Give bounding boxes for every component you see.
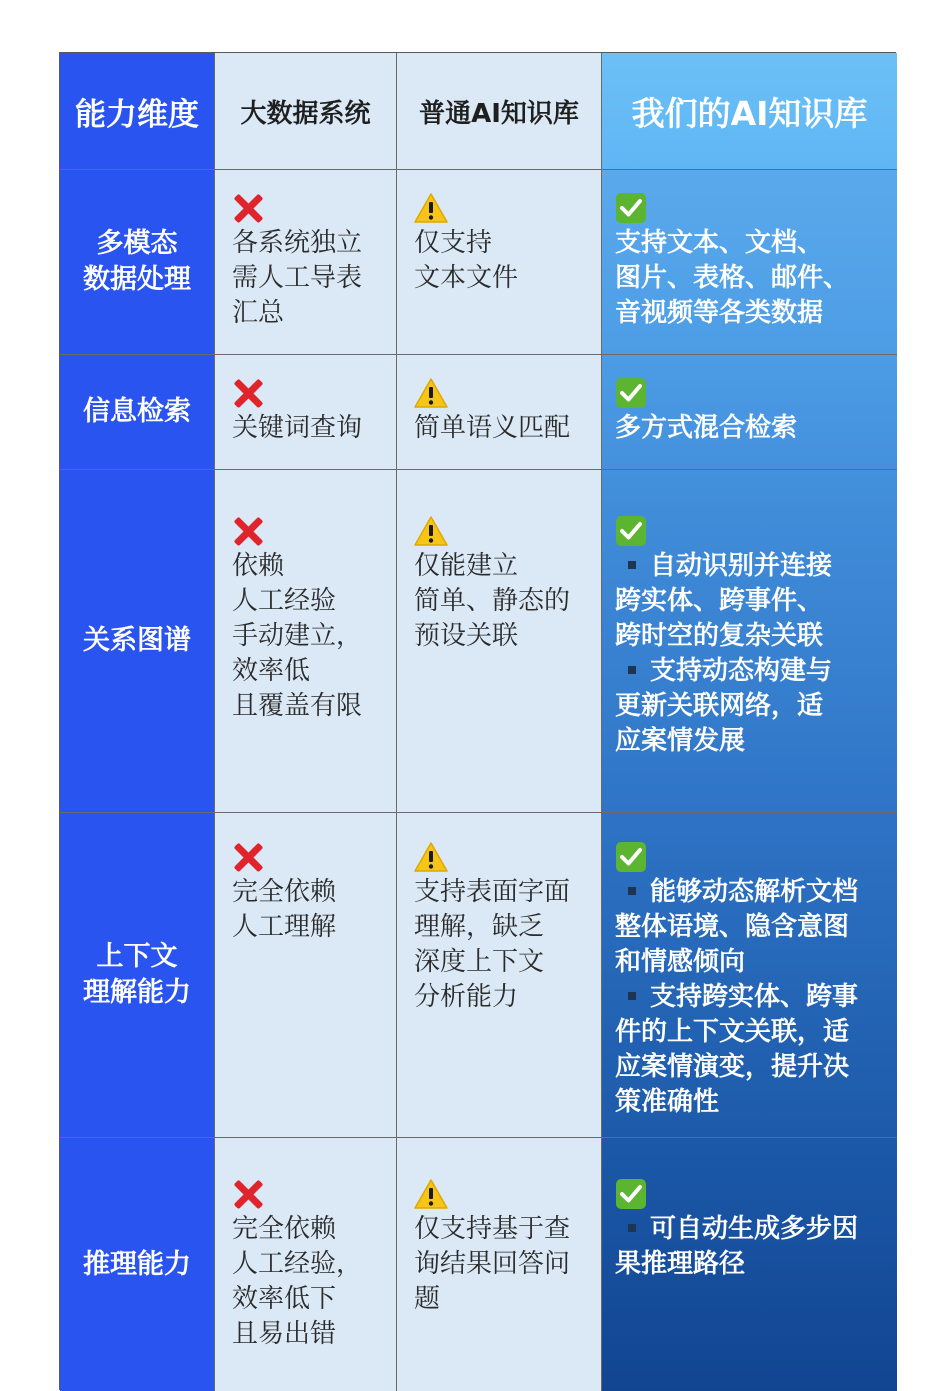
cell-line: 完全依赖 <box>232 1214 337 1244</box>
check-mark-icon <box>615 377 647 409</box>
row-3-bigdata <box>215 470 397 813</box>
cell-line: 果推理路径 <box>615 1249 746 1279</box>
header-dimension: 能力维度 <box>60 53 215 170</box>
dimension-line: 上下文 <box>96 941 178 972</box>
cell-text: 能够动态解析文档 <box>650 877 859 907</box>
cell-line: 完全依赖 <box>232 877 337 907</box>
cross-mark-icon <box>232 515 264 547</box>
cell-line: 仅支持基于查 <box>414 1214 571 1244</box>
cell-line: 简单、静态的 <box>414 586 571 616</box>
row-5-common-ai <box>397 1138 602 1391</box>
cross-mark-icon <box>232 377 264 409</box>
row-2-bigdata <box>215 355 397 470</box>
cell-line: 询结果回答问 <box>414 1249 571 1279</box>
cell-line: 且易出错 <box>232 1319 337 1349</box>
dimension-line: 数据处理 <box>83 264 191 295</box>
bullet-square-icon <box>628 666 636 674</box>
row-5-ours <box>602 1138 897 1391</box>
cell-line: 各系统独立 <box>232 228 363 258</box>
header-bigdata: 大数据系统 <box>215 53 397 170</box>
warning-icon <box>414 515 448 547</box>
header-ours: 我们的AI知识库 <box>602 53 897 170</box>
cross-mark-icon <box>232 1178 264 1210</box>
bullet-line <box>615 654 889 689</box>
bullet-square-icon <box>628 887 636 895</box>
row-3-common-ai <box>397 470 602 813</box>
cell-line: 仅能建立 <box>414 551 519 581</box>
row-3-dimension <box>60 470 215 813</box>
cell-line: 更新关联网络，适 <box>615 691 824 721</box>
cell-line: 音视频等各类数据 <box>615 298 824 328</box>
check-mark-icon <box>615 1178 647 1210</box>
bullet-line <box>615 1212 889 1247</box>
cell-text: 自动识别并连接 <box>650 551 833 581</box>
header-common-ai: 普通AI知识库 <box>397 53 602 170</box>
cell-line: 支持表面字面 <box>414 877 571 907</box>
cell-line: 应案情发展 <box>615 726 746 756</box>
cell-line: 且覆盖有限 <box>232 691 363 721</box>
cell-line: 效率低 <box>232 656 311 686</box>
dimension-line: 理解能力 <box>83 977 191 1008</box>
warning-icon <box>414 1178 448 1210</box>
cell-line: 预设关联 <box>414 621 519 651</box>
row-1-dimension <box>60 170 215 355</box>
row-4-bigdata <box>215 813 397 1138</box>
cell-line: 关键词查询 <box>232 413 363 443</box>
check-mark-icon <box>615 841 647 873</box>
warning-icon <box>414 377 448 409</box>
cell-line: 人工经验， <box>232 1249 363 1279</box>
cell-line: 效率低下 <box>232 1284 337 1314</box>
cell-line: 文本文件 <box>414 263 519 293</box>
cell-line: 理解，缺乏 <box>414 912 545 942</box>
row-2-common-ai <box>397 355 602 470</box>
cell-line: 依赖 <box>232 551 285 581</box>
bullet-square-icon <box>628 992 636 1000</box>
cell-line: 和情感倾向 <box>615 947 746 977</box>
dimension-line: 多模态 <box>96 228 178 259</box>
row-4-common-ai <box>397 813 602 1138</box>
cell-line: 策准确性 <box>615 1087 720 1117</box>
cell-line: 深度上下文 <box>414 947 545 977</box>
cross-mark-icon <box>232 841 264 873</box>
cell-line: 整体语境、隐含意图 <box>615 912 850 942</box>
bullet-line <box>615 980 889 1015</box>
cell-line: 跨时空的复杂关联 <box>615 621 824 651</box>
cell-line: 跨实体、跨事件、 <box>615 586 824 616</box>
cell-line: 人工经验 <box>232 586 337 616</box>
check-mark-icon <box>615 515 647 547</box>
cell-line: 需人工导表 <box>232 263 363 293</box>
row-5-bigdata <box>215 1138 397 1391</box>
cell-text: 可自动生成多步因 <box>650 1214 859 1244</box>
comparison-table <box>59 52 896 1390</box>
dimension-line: 关系图谱 <box>83 625 191 656</box>
cell-line: 支持文本、文档、 <box>615 228 824 258</box>
cell-text: 支持跨实体、跨事 <box>650 982 859 1012</box>
cell-line: 多方式混合检索 <box>615 413 798 443</box>
row-2-ours <box>602 355 897 470</box>
row-1-common-ai <box>397 170 602 355</box>
cell-line: 题 <box>414 1284 441 1314</box>
row-5-dimension <box>60 1138 215 1391</box>
dimension-line: 信息检索 <box>83 396 191 427</box>
cell-line: 简单语义匹配 <box>414 413 571 443</box>
row-4-ours <box>602 813 897 1138</box>
bullet-line <box>615 875 889 910</box>
row-3-ours <box>602 470 897 813</box>
row-1-ours <box>602 170 897 355</box>
cell-line: 人工理解 <box>232 912 337 942</box>
cell-line: 件的上下文关联，适 <box>615 1017 850 1047</box>
bullet-square-icon <box>628 1224 636 1232</box>
cell-line: 汇总 <box>232 298 285 328</box>
bullet-line <box>615 549 889 584</box>
cross-mark-icon <box>232 192 264 224</box>
row-2-dimension <box>60 355 215 470</box>
cell-line: 分析能力 <box>414 982 519 1012</box>
dimension-line: 推理能力 <box>83 1248 191 1280</box>
warning-icon <box>414 841 448 873</box>
cell-line: 图片、表格、邮件、 <box>615 263 850 293</box>
row-1-bigdata <box>215 170 397 355</box>
check-mark-icon <box>615 192 647 224</box>
cell-line: 手动建立， <box>232 621 363 651</box>
cell-line: 仅支持 <box>414 228 493 258</box>
row-4-dimension <box>60 813 215 1138</box>
cell-line: 应案情演变，提升决 <box>615 1052 850 1082</box>
cell-text: 支持动态构建与 <box>650 656 833 686</box>
warning-icon <box>414 192 448 224</box>
bullet-square-icon <box>628 561 636 569</box>
